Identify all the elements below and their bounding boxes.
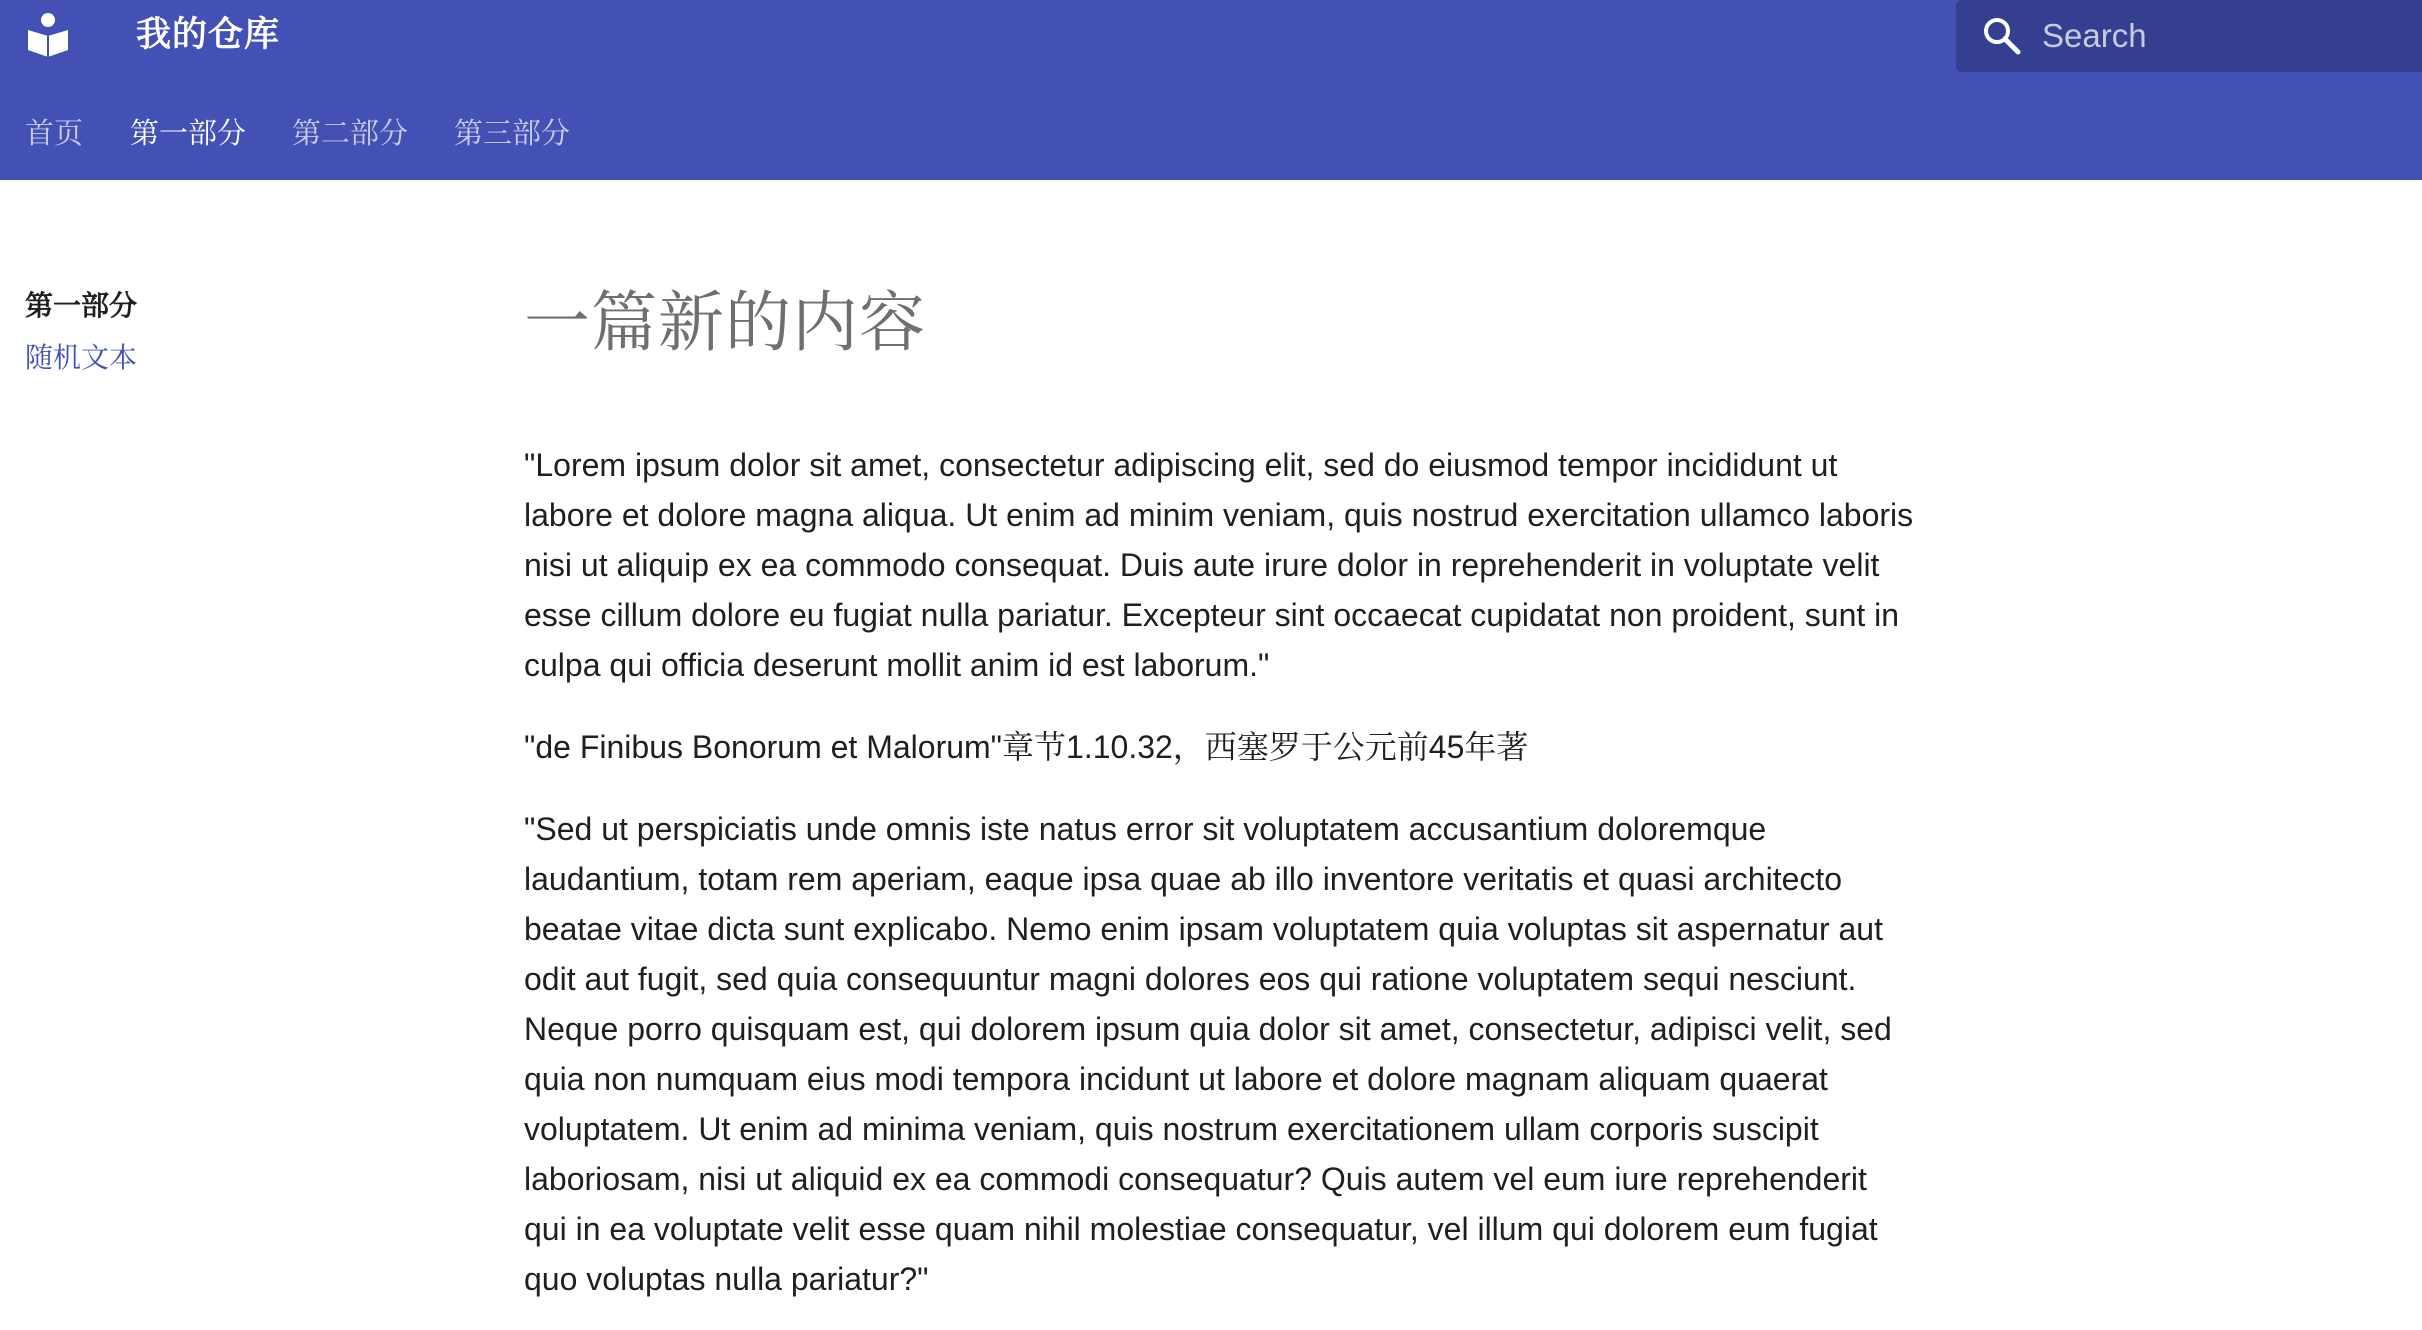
page-title: 一篇新的内容 [524,285,926,359]
site-title[interactable]: 我的仓库 [136,15,281,54]
tab-part-one[interactable]: 第一部分 [130,118,247,150]
sidebar-item-random-text[interactable]: 随机文本 [25,342,138,373]
sidebar [25,282,137,386]
paragraph: "de Finibus Bonorum et Malorum"章节1.10.32，西塞罗于公元前45年著 [524,729,1529,765]
tab-home[interactable]: 首页 [25,118,84,150]
search-input[interactable] [2042,10,2402,62]
sidebar-heading: 第一部分 [25,290,138,321]
paragraph: "Sed ut perspiciatis unde omnis iste natus error sit voluptatem accusantium doloremque laudantium, totam rem aperiam, eaque ipsa quae ab illo inventore veritatis et quasi architecto beatae vitae dicta sunt explicabo. Nemo enim ipsam voluptatem quia voluptas sit aspernatur aut odit aut fugit, sed quia consequuntur magni dolores eos qui ratione voluptatem sequi nesciunt. Neque porro quisquam est, qui dolorem ipsum quia dolor sit amet, consectetur, adipisci velit, sed quia non numquam eius modi tempora incidunt ut labore et dolore magnam aliquam quaerat voluptatem. Ut enim ad minima veniam, quis nostrum exercitationem ullam corporis suscipit laboriosam, nisi ut aliquid ex ea commodi consequatur? Quis autem vel eum iure reprehenderit qui in ea voluptate velit esse quam nihil molestiae consequatur, vel illum qui dolorem eum fugiat quo voluptas nulla pariatur?" [524,811,1892,1297]
top-header [0,0,2422,180]
tab-part-two[interactable]: 第二部分 [292,118,409,150]
main-content [524,272,1914,1304]
book-reader-icon[interactable] [26,12,70,58]
tab-part-three[interactable]: 第三部分 [454,118,571,150]
search-icon[interactable] [1980,14,2024,58]
search-box[interactable] [1956,0,2422,72]
paragraph: "Lorem ipsum dolor sit amet, consectetur adipiscing elit, sed do eiusmod tempor incididunt ut labore et dolore magna aliqua. Ut enim ad minim veniam, quis nostrud exercitation ullamco laboris nisi ut aliquip ex ea commodo consequat. Duis aute irure dolor in reprehenderit in voluptate velit esse cillum dolore eu fugiat nulla pariatur. Excepteur sint occaecat cupidatat non proident, sunt in culpa qui officia deserunt mollit anim id est laborum." [524,447,1914,683]
